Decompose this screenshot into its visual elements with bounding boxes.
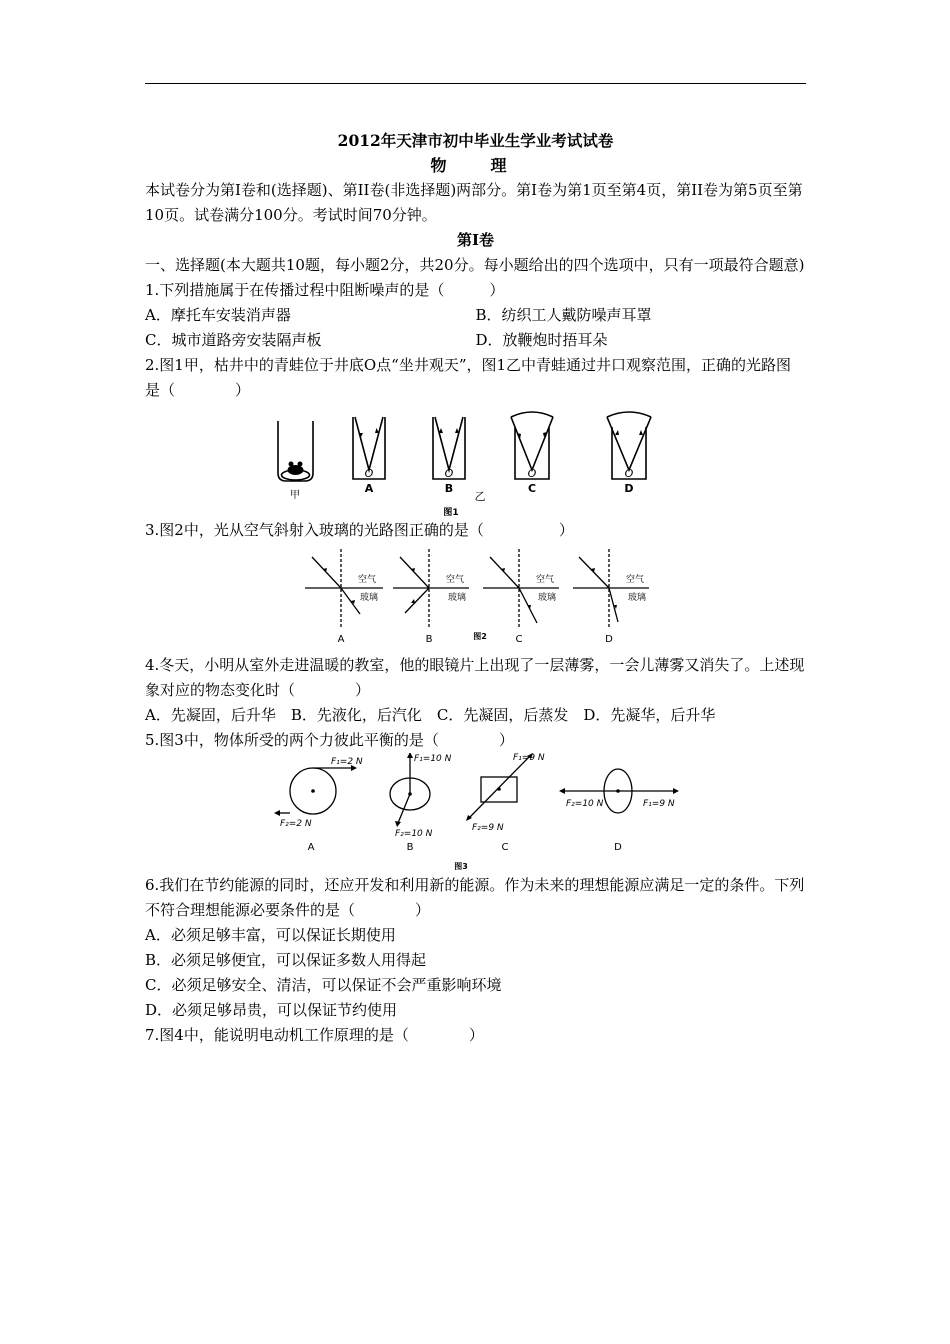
fig1-label-jia: 甲: [290, 490, 300, 501]
fig1-label-d: D: [624, 482, 634, 495]
fig3-label-a: A: [307, 842, 315, 853]
q1-stem: 1.下列措施属于在传播过程中阻断噪声的是（ ）: [145, 281, 505, 299]
fig3-c-f2: F₂=9 N: [472, 823, 504, 833]
fig2-glass-c: 玻璃: [538, 593, 557, 603]
header-rule: [145, 83, 806, 84]
fig2-caption: 图2: [473, 632, 487, 641]
fig1-label-c: C: [527, 482, 537, 495]
fig2-air-b: 空气: [446, 575, 465, 585]
q1-options-row2: [145, 328, 806, 353]
fig3-b-f2: F₂=10 N: [395, 829, 433, 839]
fig3-a-f1: F₁=2 N: [331, 757, 363, 767]
fig3-label-c: C: [501, 842, 509, 853]
fig3-caption: 图3: [454, 862, 468, 871]
fig3-c-f1: F₁=9 N: [513, 753, 545, 763]
figure-3-svg: [145, 753, 806, 873]
exam-intro: 本试卷分为第I卷和(选择题)、第II卷(非选择题)两部分。第I卷为第1页至第4页，第II卷为第5页至第10页。试卷满分100分。考试时间70分钟。: [145, 181, 803, 224]
q6-option-a[interactable]: A．必须足够丰富，可以保证长期使用: [145, 926, 396, 944]
fig1-o-b: O: [444, 467, 454, 480]
q4-stem: 4.冬天，小明从室外走进温暖的教室，他的眼镜片上出现了一层薄雾，一会儿薄雾又消失了。上述现象对应的物态变化时（ ）: [145, 656, 805, 699]
q6-stem: 6.我们在节约能源的同时，还应开发和利用新的能源。作为未来的理想能源应满足一定的条件。下列不符合理想能源必要条件的是（ ）: [145, 876, 805, 919]
fig3-d-f1: F₁=9 N: [643, 799, 675, 809]
figure-1: [145, 403, 806, 518]
fig1-label-b: B: [444, 482, 454, 495]
fig3-label-d: D: [614, 842, 622, 853]
fig2-label-c: C: [515, 634, 523, 645]
fig1-o-d: O: [624, 467, 634, 480]
fig3-label-b: B: [406, 842, 414, 853]
q1-option-a[interactable]: A．摩托车安装消声器: [145, 306, 291, 324]
q7-stem: 7.图4中，能说明电动机工作原理的是（ ）: [145, 1026, 484, 1044]
q3-stem: 3.图2中，光从空气斜射入玻璃的光路图正确的是（ ）: [145, 521, 574, 539]
q4-options[interactable]: A．先凝固，后升华 B．先液化，后汽化 C．先凝固，后蒸发 D．先凝华，后升华: [145, 706, 716, 724]
q6-option-b[interactable]: B．必须足够便宜，可以保证多数人用得起: [145, 951, 427, 969]
section-instruction: 一、选择题(本大题共10题，每小题2分，共20分。每小题给出的四个选项中，只有一项最符合题意): [145, 256, 805, 274]
fig3-b-f1: F₁=10 N: [414, 754, 452, 764]
figure-1-svg: [145, 403, 806, 518]
figure-3: [145, 753, 806, 873]
frog-icon: [288, 465, 304, 475]
q6-option-c[interactable]: C．必须足够安全、清洁，可以保证不会严重影响环境: [145, 976, 502, 994]
figure-2: [145, 543, 806, 653]
fig2-glass-a: 玻璃: [360, 593, 379, 603]
fig1-label-a: A: [364, 482, 374, 495]
fig2-label-b: B: [425, 634, 433, 645]
fig1-label-yi: 乙: [474, 490, 486, 503]
fig1-o-a: O: [364, 467, 374, 480]
q5-stem: 5.图3中，物体所受的两个力彼此平衡的是（ ）: [145, 731, 514, 749]
subject-title: 物 理: [430, 156, 521, 175]
fig2-label-a: A: [337, 634, 345, 645]
q2-stem: 2.图1甲，枯井中的青蛙位于井底O点“坐井观天”，图1乙中青蛙通过井口观察范围，正确的光路图是（ ）: [145, 356, 792, 399]
q1-options-row1: [145, 303, 806, 328]
fig3-d-f2: F₂=10 N: [566, 799, 604, 809]
q1-option-d[interactable]: D．放鞭炮时捂耳朵: [475, 331, 608, 349]
fig2-glass-b: 玻璃: [448, 593, 467, 603]
exam-page: [145, 122, 806, 1048]
fig2-glass-d: 玻璃: [628, 593, 647, 603]
fig1-caption: 图1: [443, 508, 459, 518]
q1-option-b[interactable]: B．纺织工人戴防噪声耳罩: [475, 306, 652, 324]
fig1-o-c: O: [527, 467, 537, 480]
q6-option-d[interactable]: D．必须足够昂贵，可以保证节约使用: [145, 1001, 398, 1019]
figure-2-svg: [145, 543, 806, 653]
exam-title: 2012年天津市初中毕业生学业考试试卷: [337, 131, 614, 150]
fig2-air-d: 空气: [626, 575, 645, 585]
fig2-air-a: 空气: [358, 575, 377, 585]
fig2-air-c: 空气: [536, 575, 555, 585]
fig3-a-f2: F₂=2 N: [280, 819, 312, 829]
q1-option-c[interactable]: C．城市道路旁安装隔声板: [145, 331, 322, 349]
section-title: 第I卷: [456, 231, 495, 249]
fig2-label-d: D: [605, 634, 613, 645]
